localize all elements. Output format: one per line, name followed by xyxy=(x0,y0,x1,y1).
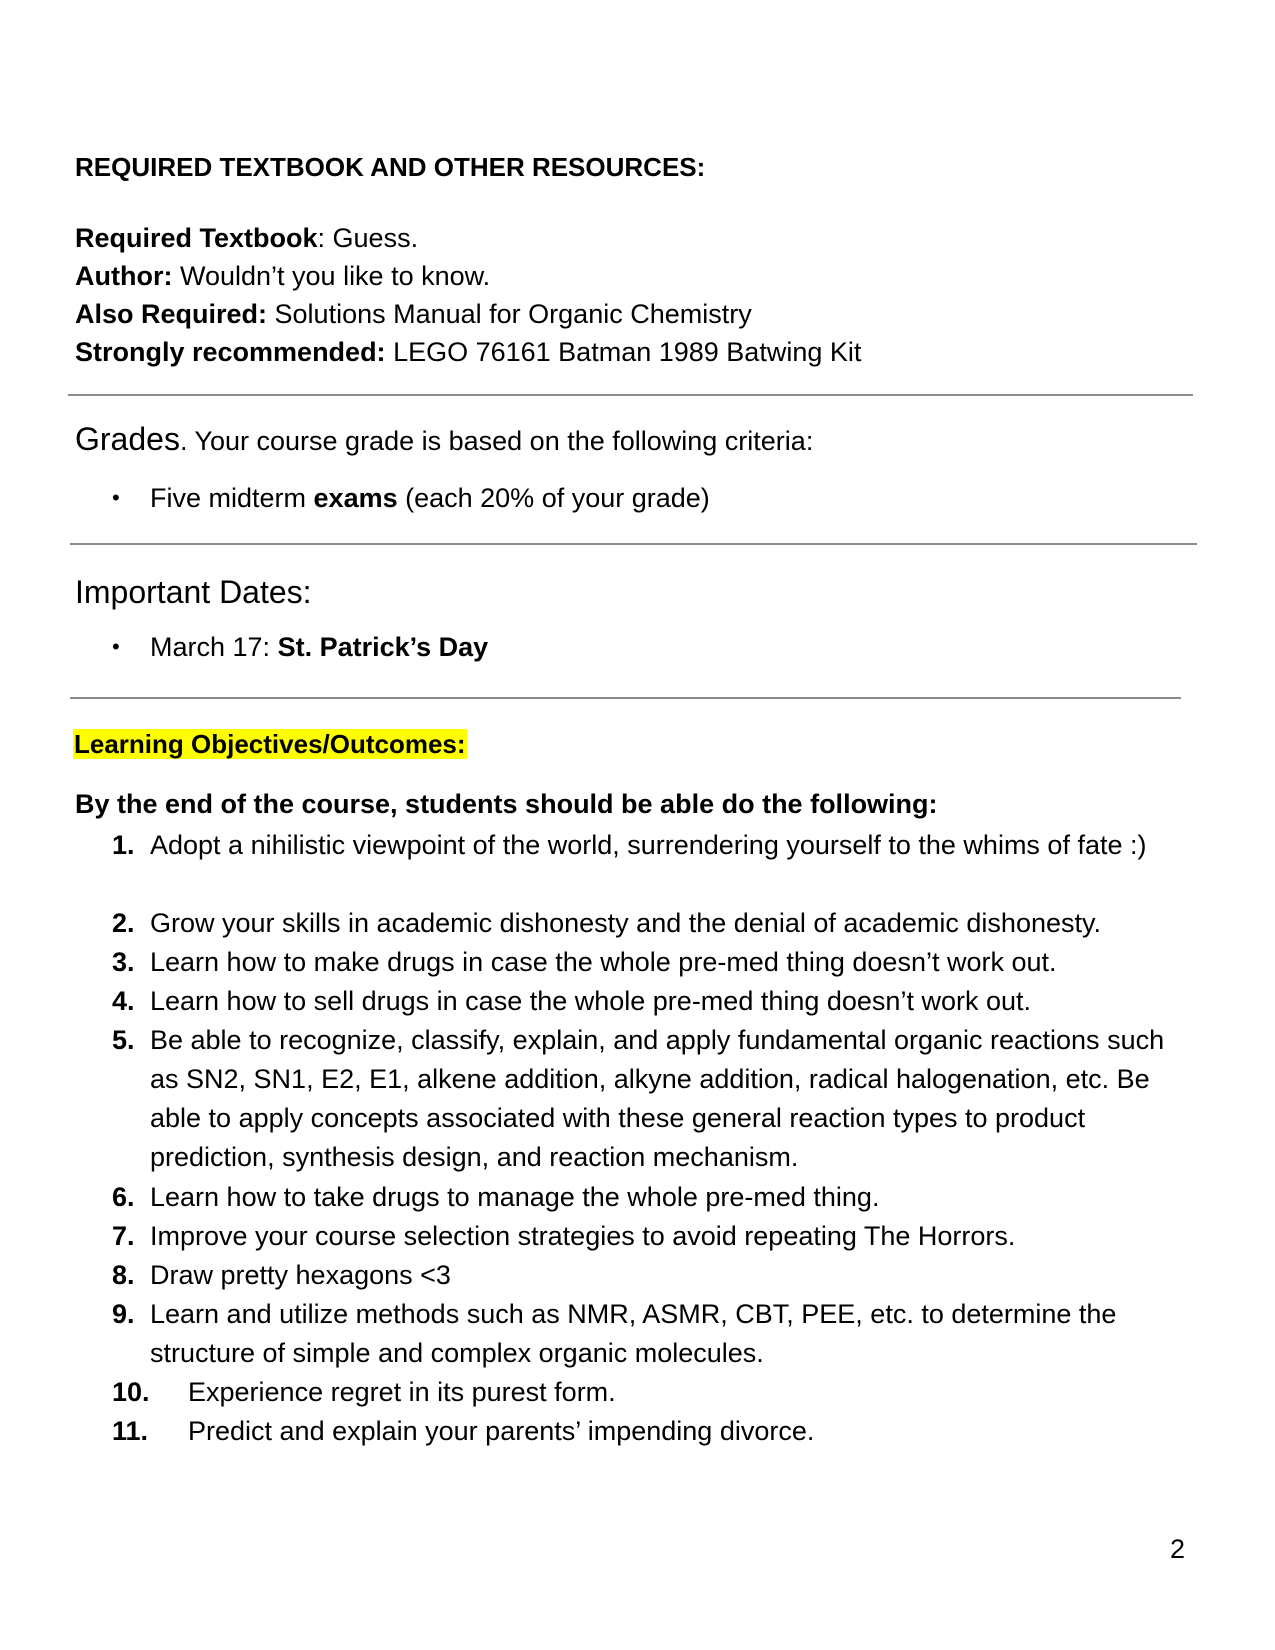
dates-item xyxy=(150,630,488,664)
grades-heading-line xyxy=(75,420,813,460)
author-line xyxy=(75,259,490,293)
objective-number: 4. xyxy=(112,986,135,1016)
resources-heading: REQUIRED TEXTBOOK AND OTHER RESOURCES: xyxy=(75,152,706,182)
divider xyxy=(70,543,1197,545)
objective-item: Predict and explain your parents’ impending divorce. xyxy=(188,1416,815,1446)
objectives-heading-text: Learning Objectives/Outcomes: xyxy=(74,729,466,759)
grades-intro: . Your course grade is based on the following criteria: xyxy=(179,426,814,456)
objective-item: Adopt a nihilistic viewpoint of the world, surrendering yourself to the whims of fate :) xyxy=(150,830,1147,860)
also-required-label: Also Required: xyxy=(75,299,268,329)
objective-item: Be able to recognize, classify, explain, and apply fundamental organic reactions such as SN2, SN1, E2, E1, alkene addition, alkyne addition, radical halogenation, etc. Be able to apply concepts associated with these general reaction types to product prediction, synthesis design, and reaction mechanism. xyxy=(150,1025,1165,1172)
objective-number: 2. xyxy=(112,908,135,938)
objective-item: Draw pretty hexagons <3 xyxy=(150,1260,451,1290)
important-dates-title: Important Dates: xyxy=(75,574,312,610)
author-value: Wouldn’t you like to know. xyxy=(172,261,491,291)
objective-number: 5. xyxy=(112,1025,135,1055)
divider xyxy=(70,697,1181,699)
dates-item-pre: March 17: xyxy=(150,632,278,662)
objective-number: 7. xyxy=(112,1221,135,1251)
grades-item-pre: Five midterm xyxy=(150,483,314,513)
also-required-line xyxy=(75,297,752,331)
objective-number: 11. xyxy=(112,1416,149,1446)
grades-title: Grades xyxy=(75,421,180,457)
also-required-value: Solutions Manual for Organic Chemistry xyxy=(267,299,752,329)
grades-item xyxy=(150,481,710,515)
strongly-recommended-value: LEGO 76161 Batman 1989 Batwing Kit xyxy=(385,337,862,367)
objectives-heading xyxy=(73,727,467,761)
objective-number: 10. xyxy=(112,1377,150,1407)
objective-item: Learn and utilize methods such as NMR, ASMR, CBT, PEE, etc. to determine the structure of simple and complex organic molecules. xyxy=(150,1299,1117,1368)
objective-number: 8. xyxy=(112,1260,135,1290)
objective-item: Grow your skills in academic dishonesty and the denial of academic dishonesty. xyxy=(150,908,1101,938)
required-textbook-line xyxy=(75,221,418,255)
objective-item: Learn how to take drugs to manage the whole pre-med thing. xyxy=(150,1182,880,1212)
objective-number: 6. xyxy=(112,1182,135,1212)
author-label: Author: xyxy=(75,261,173,291)
objective-number: 1. xyxy=(112,830,135,860)
objective-item: Improve your course selection strategies to avoid repeating The Horrors. xyxy=(150,1221,1016,1251)
bullet-icon: • xyxy=(112,485,120,510)
bullet-icon: • xyxy=(112,634,120,659)
divider xyxy=(68,394,1193,396)
dates-item-bold: St. Patrick’s Day xyxy=(277,632,489,662)
page-number: 2 xyxy=(1170,1534,1186,1564)
objective-item: Experience regret in its purest form. xyxy=(188,1377,616,1407)
grades-item-post: (each 20% of your grade) xyxy=(397,483,710,513)
objective-number: 9. xyxy=(112,1299,135,1329)
strongly-recommended-line xyxy=(75,335,861,369)
strongly-recommended-label: Strongly recommended: xyxy=(75,337,386,367)
required-textbook-value: : Guess. xyxy=(317,223,419,253)
required-textbook-label: Required Textbook xyxy=(75,223,318,253)
objectives-intro: By the end of the course, students should be able do the following: xyxy=(75,789,938,819)
grades-item-bold: exams xyxy=(313,483,398,513)
objective-item: Learn how to sell drugs in case the whole pre-med thing doesn’t work out. xyxy=(150,986,1031,1016)
objective-number: 3. xyxy=(112,947,135,977)
objective-item: Learn how to make drugs in case the whole pre-med thing doesn’t work out. xyxy=(150,947,1057,977)
